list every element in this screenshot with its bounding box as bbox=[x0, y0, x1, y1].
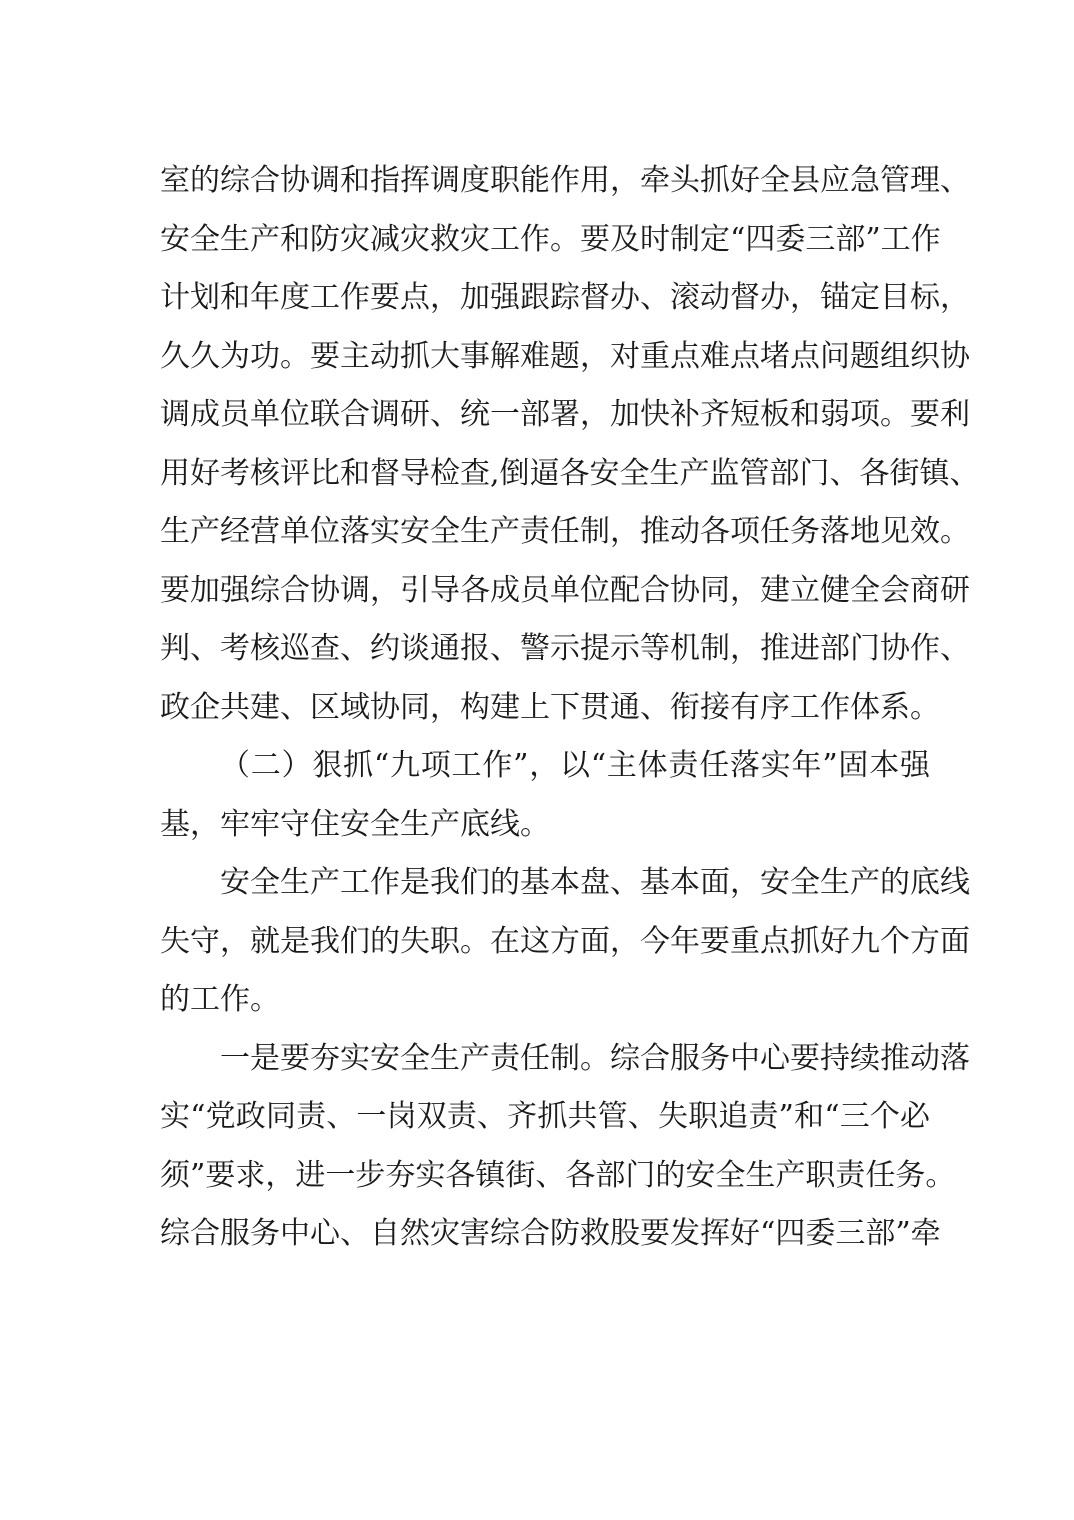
text-line: 须”要求，进一步夯实各镇街、各部门的安全生产职责任务。 bbox=[160, 1157, 956, 1193]
text-line: 安全生产和防灾减灾救灾工作。要及时制定“四委三部”工作 bbox=[160, 221, 941, 257]
text-line: 久久为功。要主动抓大事解难题，对重点难点堵点问题组织协 bbox=[160, 338, 970, 374]
text-line: 用好考核评比和督导检查,倒逼各安全生产监管部门、各街镇、 bbox=[160, 455, 980, 491]
text-line: 室的综合协调和指挥调度职能作用，牵头抓好全县应急管理、 bbox=[160, 163, 970, 198]
section-heading-line: （二）狠抓“九项工作”，以“主体责任落实年”固本强 bbox=[220, 748, 930, 783]
text-line: 安全生产工作是我们的基本盘、基本面，安全生产的底线 bbox=[220, 865, 970, 900]
text-line: 实“党政同责、一岗双责、齐抓共管、失职追责”和“三个必 bbox=[160, 1099, 930, 1134]
text-line: 政企共建、区域协同，构建上下贯通、衔接有序工作体系。 bbox=[160, 689, 940, 725]
text-line: 计划和年度工作要点，加强跟踪督办、滚动督办，锚定目标， bbox=[160, 280, 970, 315]
text-line: 生产经营单位落实安全生产责任制，推动各项任务落地见效。 bbox=[160, 514, 970, 549]
text-line: 失守，就是我们的失职。在这方面，今年要重点抓好九个方面 bbox=[160, 923, 970, 959]
text-line: 要加强综合协调，引导各成员单位配合协同，建立健全会商研 bbox=[160, 572, 970, 608]
text-line: 一是要夯实安全生产责任制。综合服务中心要持续推动落 bbox=[220, 1040, 970, 1076]
text-line: 调成员单位联合调研、统一部署，加快补齐短板和弱项。要利 bbox=[160, 397, 970, 432]
text-line: 综合服务中心、自然灾害综合防救股要发挥好“四委三部”牵 bbox=[160, 1216, 941, 1251]
text-line: 判、考核巡查、约谈通报、警示提示等机制，推进部门协作、 bbox=[160, 631, 970, 666]
section-heading-line: 基，牢牢守住安全生产底线。 bbox=[160, 806, 550, 842]
text-line: 的工作。 bbox=[160, 982, 280, 1017]
document-body bbox=[160, 152, 980, 1264]
